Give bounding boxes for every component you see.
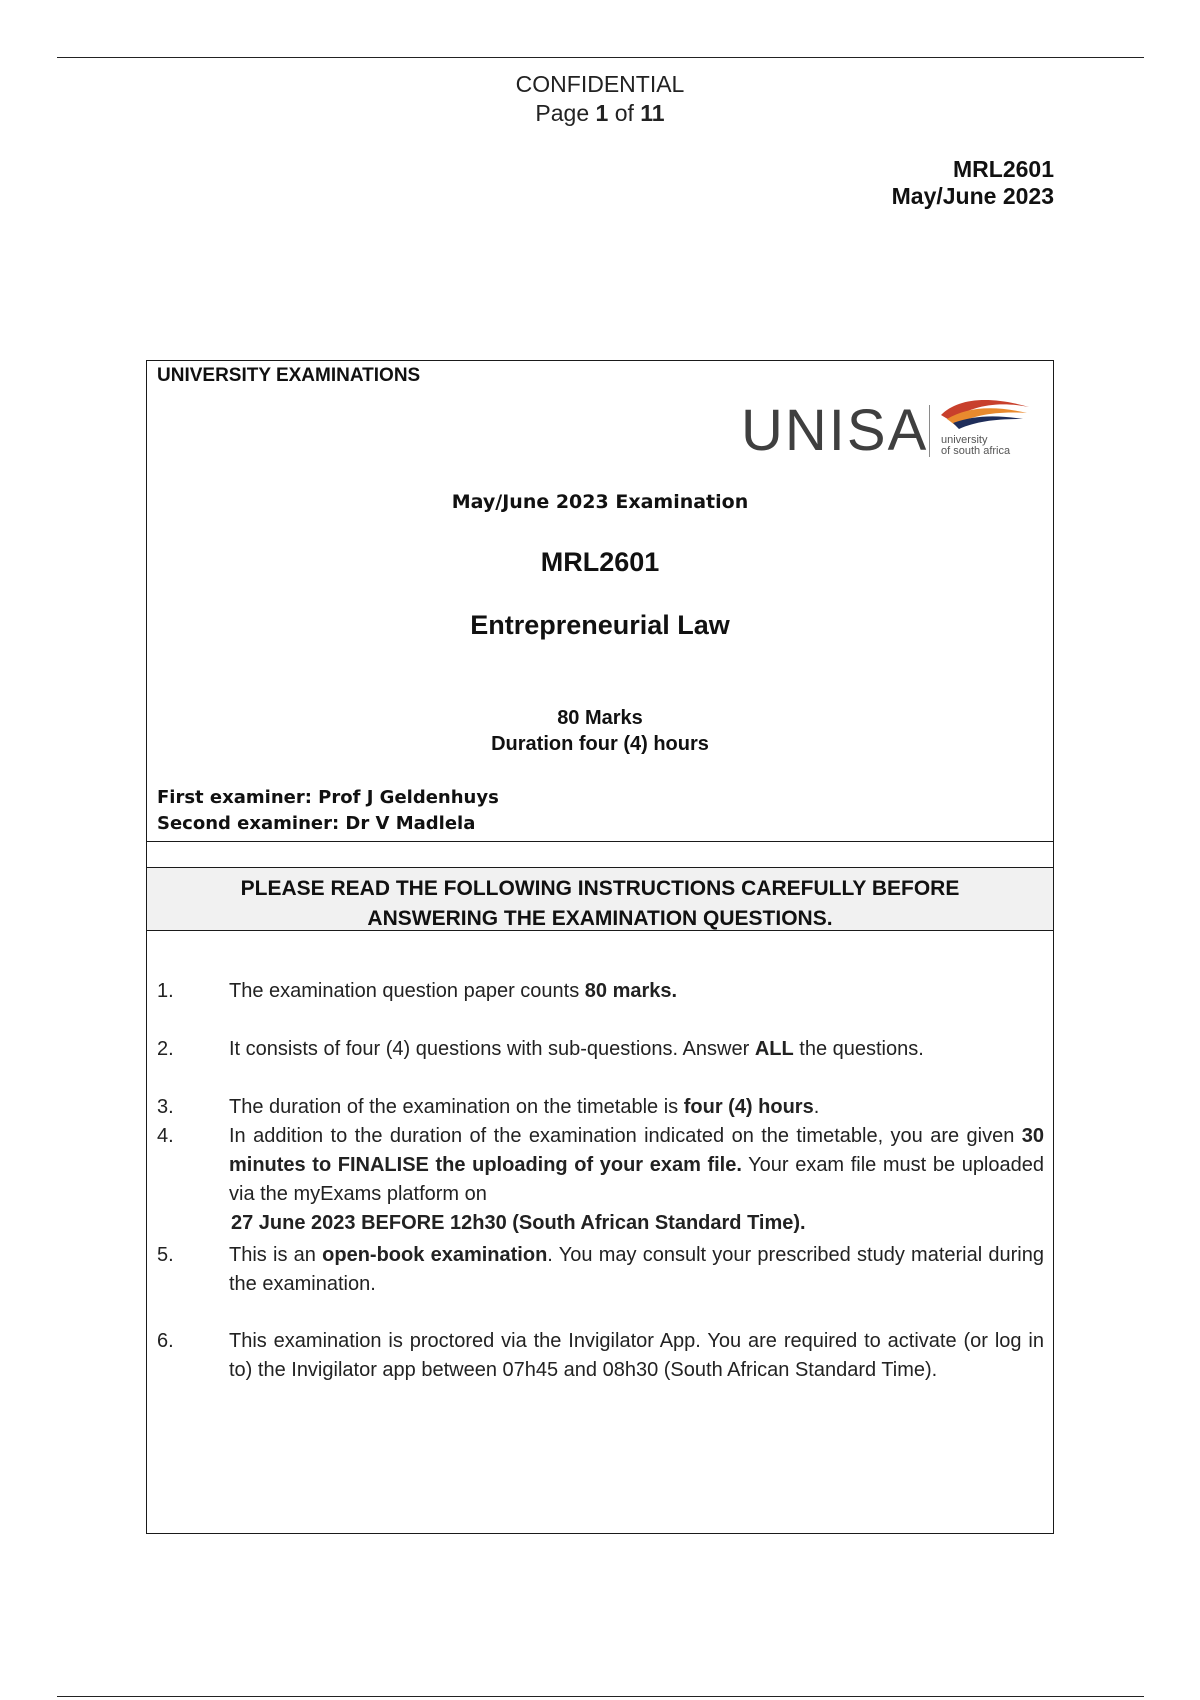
- course-name: Entrepreneurial Law: [470, 610, 730, 640]
- cover-box: UNIVERSITY EXAMINATIONS UNISA university of south africa May/June 2023 Examination MRL2601 Entrepreneurial Law 80 Marks Duration four (4) hours First examiner: Prof J Geldenhuys Second examiner: Dr V Madlela PLEASE READ THE FOLLOWING INSTRUCTIONS CAREFULLY BEFORE ANSWERING THE EXAMINATION QUESTIONS. 1. The examination question paper counts 80 marks. 2. It consists of four (4) questions with sub-questions. Answer ALL the questions. 3. The duration of the examination on the timetable is four (4) hours. 4. In addition to the duration of the examination indicated on the timetable, you are given 30 minutes to FINALISE the uploading of your exam file. Your exam file must be uploaded via the myExams platform on 27 June 2023 BEFORE 12h30 (South African Standard Time). 5. This is an open-book examination. You may consult your prescribed study material during the examination. 6. This examination is proctored via the Invigilator App. You are required to activate (or log in to) the Invigilator app between 07h45 and 08h30 (South African Standard Time).: [146, 360, 1054, 1534]
- top-rule: [57, 57, 1144, 58]
- total-marks: 80 Marks: [557, 707, 643, 729]
- header-course-code: MRL2601: [953, 156, 1054, 182]
- duration: Duration four (4) hours: [491, 733, 709, 755]
- page-header: [0, 70, 1200, 128]
- logo-bird-icon: [937, 393, 1033, 431]
- page-number: Page 1 of 11: [535, 100, 665, 126]
- confidential-label: CONFIDENTIAL: [515, 71, 685, 97]
- exam-session-title: May/June 2023 Examination: [451, 491, 749, 513]
- examiners: [157, 785, 499, 837]
- bottom-rule: [57, 1696, 1144, 1697]
- header-session: May/June 2023: [891, 183, 1054, 209]
- logo-wordmark: UNISA: [741, 398, 929, 463]
- course-code: MRL2601: [540, 547, 660, 577]
- upload-deadline: 27 June 2023 BEFORE 12h30 (South African Standard Time).: [231, 1212, 806, 1234]
- header-course-info: [892, 156, 1054, 210]
- second-examiner: Second examiner: Dr V Madlela: [157, 813, 476, 834]
- logo-divider: [929, 405, 930, 457]
- instructions-heading: PLEASE READ THE FOLLOWING INSTRUCTIONS CAREFULLY BEFORE ANSWERING THE EXAMINATION QUESTIONS.: [240, 877, 960, 930]
- first-examiner: First examiner: Prof J Geldenhuys: [157, 787, 499, 808]
- logo-tagline: university of south africa: [941, 434, 1011, 457]
- divider-line: [147, 841, 1053, 842]
- unisa-logo: [741, 391, 1041, 471]
- marks-duration: [147, 705, 1053, 757]
- instructions-banner: [147, 867, 1053, 931]
- box-title: UNIVERSITY EXAMINATIONS: [157, 365, 421, 386]
